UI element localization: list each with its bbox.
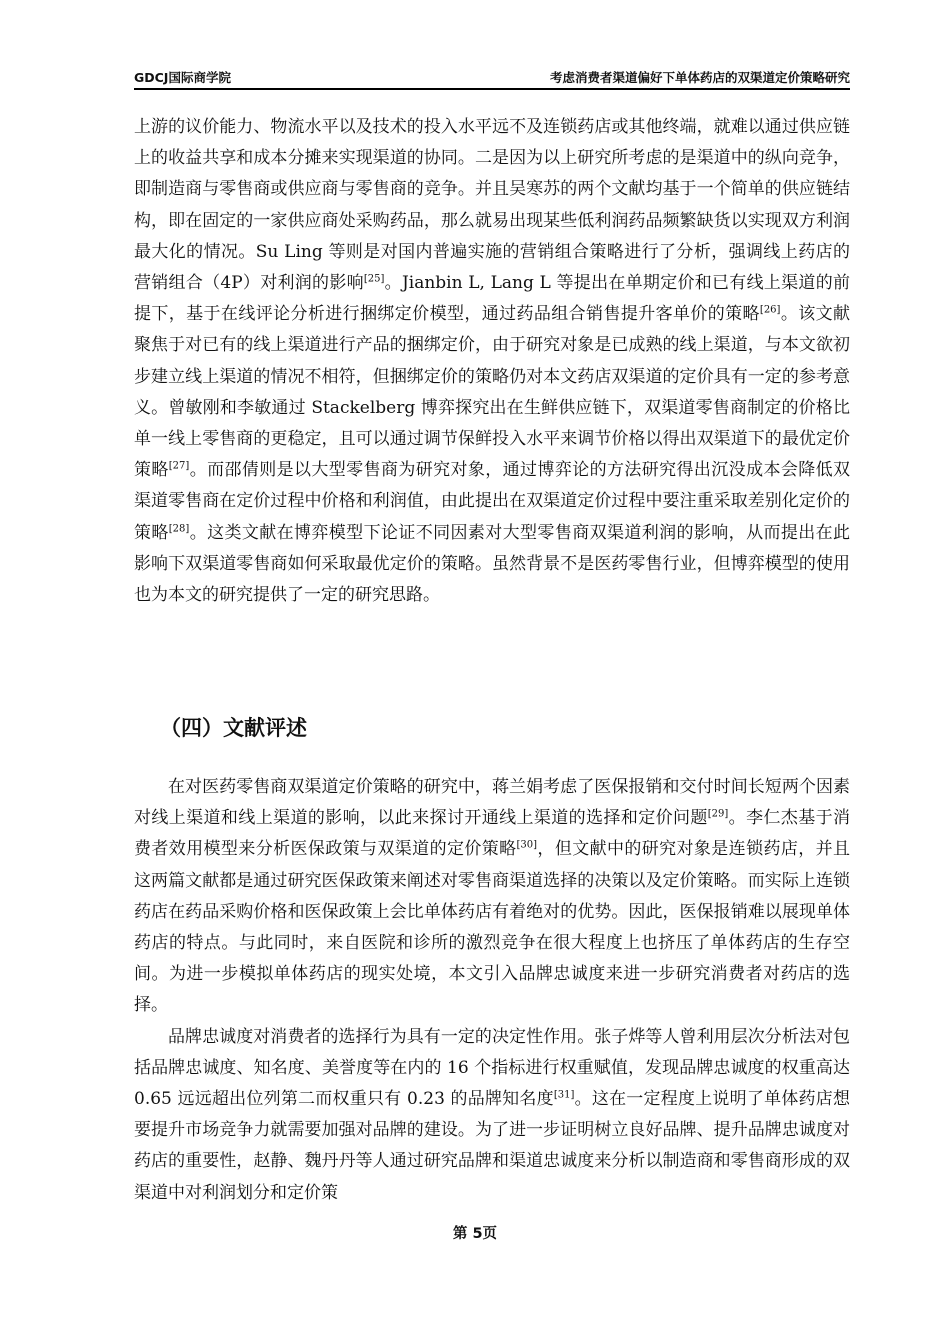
paragraph	[134, 772, 850, 1022]
text-run: 。李仁杰基于消费者效用模型来分析医保政策与双渠道的定价策略	[134, 808, 851, 860]
header-thesis-title: 考虑消费者渠道偏好下单体药店的双渠道定价策略研究	[549, 70, 850, 85]
header-institution: GDCJ国际商学院	[134, 70, 231, 85]
body-section-2	[134, 772, 850, 1209]
text-run: 。而邵倩则是以大型零售商为研究对象，通过博弈论的方法研究得出沉没成本会降低双渠道零售商在定价过程中价格和利润值，由此提出在双渠道定价过程中要注重采取差别化定价的策略	[134, 460, 851, 543]
body-section-1	[134, 112, 850, 611]
page-number: 第 5页	[452, 1226, 498, 1242]
text-run: 上游的议价能力、物流水平以及技术的投入水平远不及连锁药店或其他终端，就难以通过供应链上的收益共享和成本分摊来实现渠道的协同。二是因为以上研究所考虑的是渠道中的纵向竞争，即制造商与零售商或供应商与零售商的竞争。并且吴寒苏的两个文献均基于一个简单的供应链结构，即在固定的一家供应商处采购药品，那么就易出现某些低利润药品频繁缺货以实现双方利润最大化的情况。Su Ling 等则是对国内普遍实施的营销组合策略进行了分析，强调线上药店的营销组合（4P）对利润的影响	[134, 117, 850, 294]
text-run: 。该文献聚焦于对已有的线上渠道进行产品的捆绑定价，由于研究对象是已成熟的线上渠道，与本文欲初步建立线上渠道的情况不相符，但捆绑定价的策略仍对本文药店双渠道的定价具有一定的参考意义。曾敏刚和李敏通过 Stackelberg 博弈探究出在生鲜供应链下，双渠道零售商制定的价格比单一线上零售商的更稳定，且可以通过调节保鲜投入水平来调节价格以得出双渠道下的最优定价策略	[134, 304, 850, 481]
text-run: ，但文献中的研究对象是连锁药店，并且这两篇文献都是通过研究医保政策来阐述对零售商渠道选择的决策以及定价策略。而实际上连锁药店在药品采购价格和医保政策上会比单体药店有着绝对的优势。因此，医保报销难以展现单体药店的特点。与此同时，来自医院和诊所的激烈竞争在很大程度上也挤压了单体药店的生存空间。为进一步模拟单体药店的现实处境，本文引入品牌忠诚度来进一步研究消费者对药店的选择。	[134, 839, 851, 1016]
text-run: 品牌忠诚度对消费者的选择行为具有一定的决定性作用。张子烨等人曾利用层次分析法对包括品牌忠诚度、知名度、美誉度等在内的 16 个指标进行权重赋值，发现品牌忠诚度的权重高达 0.65 远远超出位列第二而权重只有 0.23 的品牌知名度	[134, 1026, 850, 1110]
citation: [26]	[759, 304, 781, 316]
paragraph	[134, 1022, 850, 1209]
citation: [25]	[363, 273, 385, 285]
text-run: 。Jianbin L, Lang L 等提出在单期定价和已有线上渠道的前提下，基于在线评论分析进行捆绑定价模型，通过药品组合销售提升客单价的策略	[134, 273, 850, 325]
citation: [31]	[553, 1089, 575, 1101]
paragraph	[134, 112, 850, 611]
text-run: 。这在一定程度上说明了单体药店想要提升市场竞争力就需要加强对品牌的建设。为了进一步证明树立良好品牌、提升品牌忠诚度对药店的重要性，赵静、魏丹丹等人通过研究品牌和渠道忠诚度来分析以制造商和零售商形成的双渠道中对利润划分和定价策	[134, 1089, 851, 1203]
citation: [29]	[707, 808, 729, 820]
citation: [30]	[516, 839, 538, 851]
citation: [28]	[168, 522, 190, 534]
section-heading: （四）文献评述	[160, 716, 307, 740]
text-run: 。这类文献在博弈模型下论证不同因素对大型零售商双渠道利润的影响，从而提出在此影响下双渠道零售商如何采取最优定价的策略。虽然背景不是医药零售行业，但博弈模型的使用也为本文的研究提供了一定的研究思路。	[134, 522, 851, 606]
text-run: 在对医药零售商双渠道定价策略的研究中，蒋兰娟考虑了医保报销和交付时间长短两个因素对线上渠道和线上渠道的影响，以此来探讨开通线上渠道的选择和定价问题	[134, 777, 850, 829]
page-header	[134, 66, 850, 90]
citation: [27]	[168, 460, 190, 472]
